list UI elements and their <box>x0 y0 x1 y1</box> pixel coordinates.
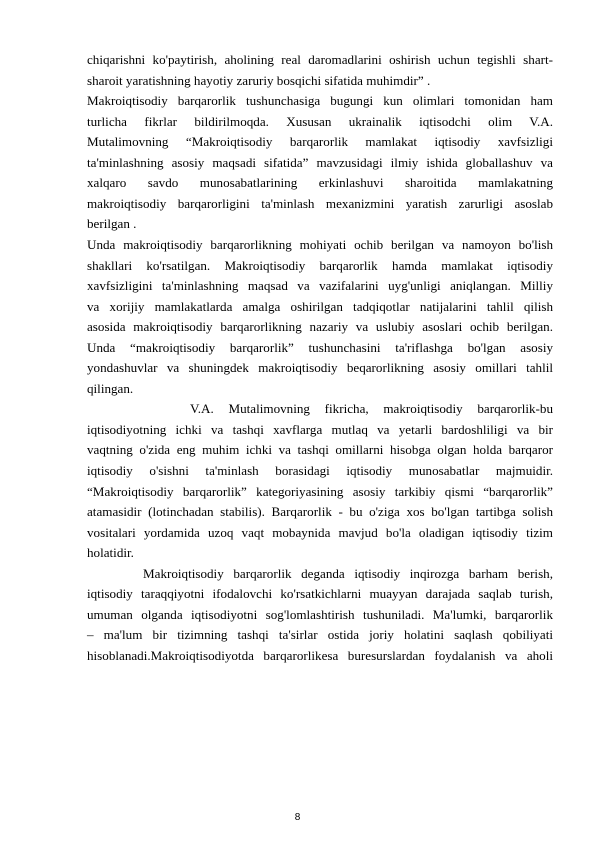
text-line: hisoblanadi.Makroiqtisodiyotda barqarorlikesa buresurslardan foydalanish va aholi <box>87 647 553 663</box>
text-line: vaqtning o'zida eng muhim ichki va tashqi omillarni hisobga olgan holda barqaror <box>87 442 553 458</box>
text-line: iqtisodiyotning ichki va tashqi xavflarga mutlaq va yetarli bardoshliligi va bir <box>87 421 553 437</box>
text-line: V.A. Mutalimovning fikricha, makroiqtisodiy barqarorlik-bu <box>190 401 553 417</box>
text-line: atamasidir (lotinchadan stabilis). Barqarorlik - bu o'ziga xos bo'lgan tartibga solish <box>87 504 553 520</box>
text-line: shakllari ko'rsatilgan. Makroiqtisodiy barqarorlik hamda mamlakat iqtisodiy <box>87 257 553 273</box>
text-line: va xorijiy mamlakatlarda amalga oshirilgan tadqiqotlar natijalarini tahlil qilish <box>87 298 553 314</box>
text-line: Makroiqtisodiy barqarorlik deganda iqtisodiy inqirozga barham berish, <box>143 565 553 581</box>
text-line: yondashuvlar va shuningdek makroiqtisodiy beqarorlikning asosiy omillari tahlil <box>87 360 553 376</box>
text-line: chiqarishni ko'paytirish, aholining real daromadlarini oshirish uchun tegishli shart- <box>87 52 553 67</box>
text-line: Makroiqtisodiy barqarorlik tushunchasiga bugungi kun olimlari tomonidan ham <box>87 93 553 109</box>
text-line: Mutalimovning “Makroiqtisodiy barqarorlik mamlakat iqtisodiy xavfsizligi <box>87 134 553 150</box>
text-line: Unda makroiqtisodiy barqarorlikning mohiyati ochib berilgan va namoyon bo'lish <box>87 236 553 252</box>
text-line: qilingan. <box>87 380 134 396</box>
text-line: berilgan . <box>87 216 137 232</box>
text-line: iqtisodiy o'sishni ta'minlash borasidagi iqtisodiy munosabatlar majmuidir. <box>87 463 553 478</box>
text-line: ta'minlashning asosiy maqsadi sifatida” mavzusidagi ilmiy ishida globallashuv va <box>87 154 553 170</box>
text-line: umuman olganda iqtisodiyotni sog'lomlashtirish tushuniladi. Ma'lumki, barqarorlik <box>87 606 553 622</box>
text-line: xavfsizligini ta'minlashning maqsad va vazifalarini uyg'unligi aniqlangan. Milliy <box>87 278 553 294</box>
text-line: holatidir. <box>87 545 134 561</box>
text-line: “Makroiqtisodiy barqarorlik” kategoriyasining asosiy tarkibiy qismi “barqarorlik” <box>87 483 553 499</box>
text-line: vositalari yordamida uzoq vaqt mobaynida mavjud bo'la oladigan iqtisodiy tizim <box>87 524 553 540</box>
page-number: 8 <box>294 812 301 823</box>
text-line: iqtisodiy taraqqiyotni ifodalovchi ko'rsatkichlarni muayyan darajada saqlab turish, <box>87 586 553 602</box>
text-line: – ma'lum bir tizimning tashqi ta'sirlar ostida joriy holatini saqlash qobiliyati <box>87 627 553 643</box>
text-line: asosida makroiqtisodiy barqarorlikning nazariy va uslubiy asoslari ochib berilgan. <box>87 319 553 335</box>
text-line: turlicha fikrlar bildirilmoqda. Xususan ukrainalik iqtisodchi olim V.A. <box>87 113 553 129</box>
text-line: Unda “makroiqtisodiy barqarorlik” tushunchasini ta'riflashga bo'lgan asosiy <box>87 339 553 355</box>
text-line: makroiqtisodiy barqarorligini ta'minlash mexanizmini yaratish zarurligi asoslab <box>87 195 553 211</box>
text-line: xalqaro savdo munosabatlarining erkinlashuvi sharoitida mamlakatning <box>87 175 553 191</box>
text-line: sharoit yaratishning hayotiy zaruriy bosqichi sifatida muhimdir” . <box>87 72 431 88</box>
